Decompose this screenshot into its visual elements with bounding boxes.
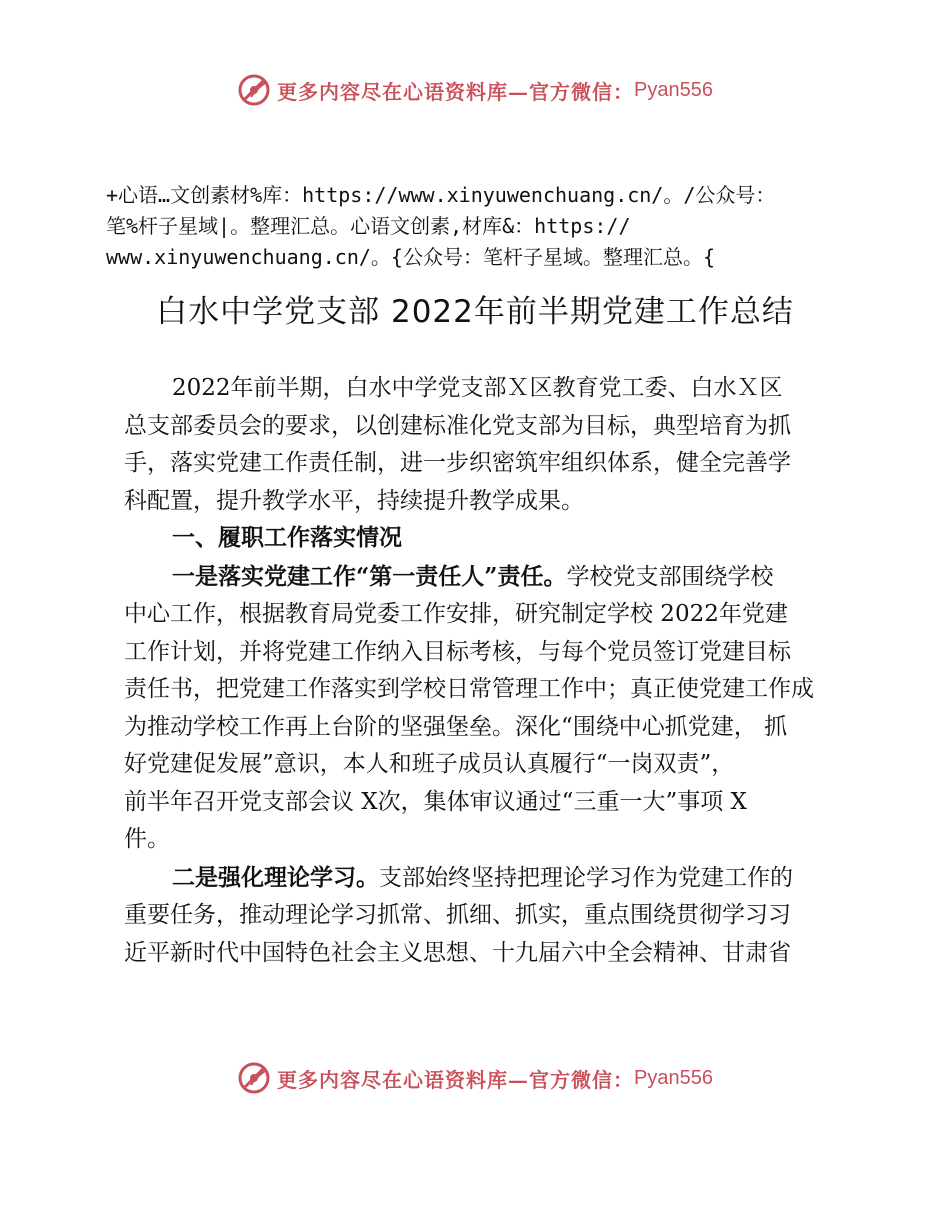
footer-banner [0, 1058, 950, 1098]
banner-wechat-id: Pyan556 [634, 78, 713, 101]
text-line: 重要任务，推动理论学习抓常、抓细、抓实，重点围绕贯彻学习习 [124, 902, 791, 928]
section-heading-text: 一、履职工作落实情况 [172, 525, 402, 551]
text-line: 近平新时代中国特色社会主义思想、十九届六中全会精神、甘肃省 [124, 939, 791, 966]
point-lead: 一是落实党建工作“第一责任人”责任。 [172, 562, 567, 590]
banner-text: 更多内容尽在心语资料库—官方微信： [277, 1067, 635, 1092]
text-line: 前半年召开党支部会议 X次，集体审议通过“三重一大”事项 X [124, 788, 747, 815]
text-line [124, 558, 844, 597]
document-body [124, 370, 844, 972]
text-line: 中心工作，根据教育局党委工作安排，研究制定学校 2022年党建 [124, 601, 788, 627]
banner-text: 更多内容尽在心语资料库—官方微信： [277, 79, 635, 104]
document-title: 白水中学党支部 2022年前半期党建工作总结 [156, 294, 794, 330]
intro-paragraph [124, 370, 844, 520]
quill-logo-icon [237, 1061, 271, 1095]
text-line: 件。 [124, 826, 170, 852]
text-line: 总支部委员会的要求，以创建标准化党支部为目标，典型培育为抓 [124, 412, 791, 439]
point-two-paragraph [124, 859, 844, 973]
banner-wechat-id: Pyan556 [634, 1066, 713, 1089]
text-line [124, 859, 844, 898]
text-line: 责任书，把党建工作落实到学校日常管理工作中；真正使党建工作成 [124, 676, 814, 702]
point-lead: 二是强化理论学习。 [172, 863, 379, 891]
text-line: 手，落实党建工作责任制，进一步织密筑牢组织体系，健全完善学 [124, 450, 791, 476]
text-line: 工作计划，并将党建工作纳入目标考核，与每个党员签订党建目标 [124, 638, 791, 665]
text-line: 为推动学校工作再上台阶的坚强堡垒。深化“围绕中心抓党建， 抓 [124, 713, 788, 740]
point-first-line-rest: 支部始终坚持把理论学习作为党建工作的 [379, 864, 793, 891]
section-heading [124, 520, 844, 558]
header-banner [0, 70, 950, 110]
watermark-line: 笔%杆子星域|。整理汇总。心语文创素,材库&：https:// [106, 214, 631, 238]
point-one-paragraph [124, 558, 844, 859]
text-line: 科配置，提升教学水平，持续提升教学成果。 [124, 487, 584, 514]
text-line: 好党建促发展”意识，本人和班子成员认真履行“一岗双责”， [124, 751, 735, 777]
watermark-line: www.xinyuwenchuang.cn/。{公众号：笔杆子星域。整理汇总。{ [106, 245, 715, 269]
source-watermark [106, 180, 866, 273]
point-first-line-rest: 学校党支部围绕学校 [566, 563, 774, 590]
watermark-line: +心语…文创素材%库：https://www.xinyuwenchuang.cn/。/公众号： [106, 183, 776, 207]
quill-logo-icon [237, 73, 271, 107]
text-line: 2022年前半期，白水中学党支部Ｘ区教育党工委、白水Ｘ区 [172, 375, 783, 401]
